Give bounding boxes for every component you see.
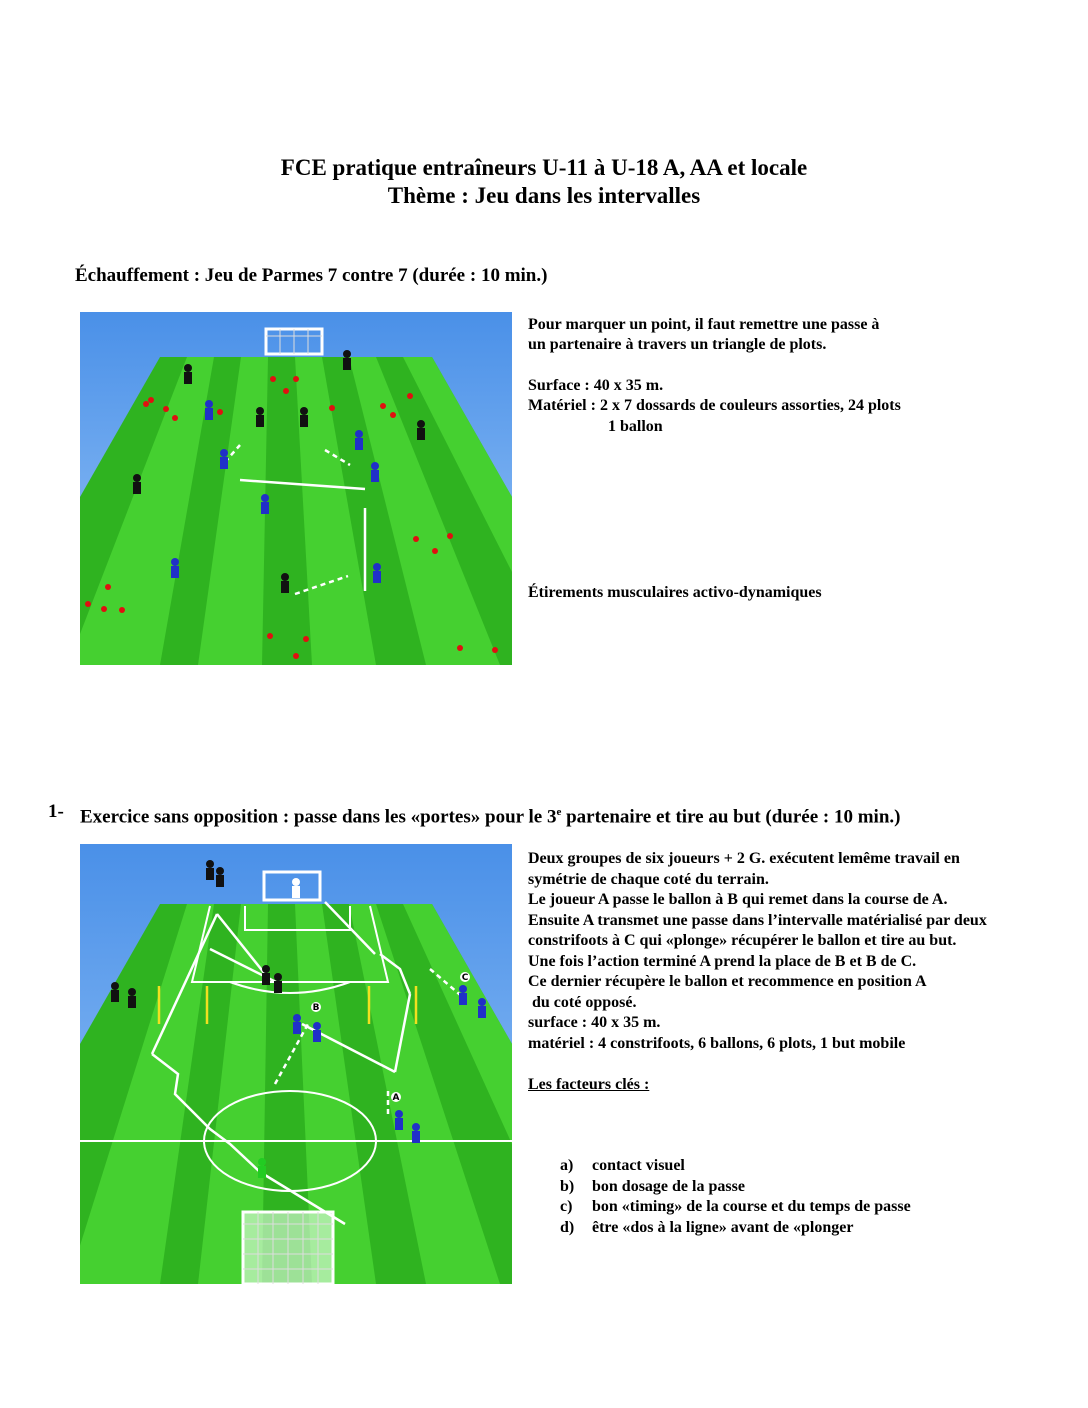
exercise1-line: Ce dernier récupère le ballon et recommence en position A bbox=[528, 973, 927, 990]
list-item: b) bon dosage de la passe bbox=[560, 1177, 745, 1195]
warmup-materiel: Matériel : 2 x 7 dossards de couleurs assorties, 24 plots bbox=[528, 397, 901, 414]
exercise1-line: constrifoots à C qui «plonge» récupérer le ballon et tire au but. bbox=[528, 932, 957, 949]
spacer bbox=[528, 1054, 987, 1075]
list-item: a) contact visuel bbox=[560, 1157, 685, 1174]
exercise1-line: du coté opposé. bbox=[528, 993, 637, 1011]
exercise1-heading-part1: Exercice sans opposition : passe dans les «portes» pour le 3 bbox=[80, 806, 557, 828]
marker-b: B bbox=[312, 1003, 320, 1013]
key-factors-list bbox=[560, 1156, 911, 1238]
warmup-heading: Échauffement : Jeu de Parmes 7 contre 7 (durée : 10 min.) bbox=[75, 265, 548, 286]
exercise1-line: surface : 40 x 35 m. bbox=[528, 1014, 661, 1031]
warmup-surface: Surface : 40 x 35 m. bbox=[528, 377, 664, 394]
exercise1-heading-sup: e bbox=[556, 806, 562, 818]
exercise1-heading-part2: partenaire et tire au but (durée : 10 min.) bbox=[561, 806, 901, 828]
warmup-field-illustration bbox=[80, 312, 512, 665]
list-item: c) bon «timing» de la course et du temps de passe bbox=[560, 1198, 911, 1215]
warmup-desc-line2: un partenaire à travers un triangle de plots. bbox=[528, 336, 827, 353]
exercise1-line: matériel : 4 constrifoots, 6 ballons, 6 plots, 1 but mobile bbox=[528, 1034, 906, 1052]
key-factors-heading bbox=[528, 1075, 987, 1096]
exercise1-line: Une fois l’action terminé A prend la place de B et B de C. bbox=[528, 952, 917, 970]
exercise1-heading bbox=[80, 801, 900, 828]
marker-a: A bbox=[392, 1093, 400, 1103]
exercise1-line: symétrie de chaque coté du terrain. bbox=[528, 870, 769, 888]
exercise1-number: 1- bbox=[48, 801, 64, 822]
exercise1-line: Deux groupes de six joueurs + 2 G. exécutent lemême travail en bbox=[528, 850, 960, 867]
exercise1-description bbox=[528, 849, 987, 1095]
warmup-desc-line1: Pour marquer un point, il faut remettre une passe à bbox=[528, 316, 880, 333]
page-title: FCE pratique entraîneurs U-11 à U-18 A, AA et locale bbox=[280, 155, 808, 180]
exercise1-line: Le joueur A passe le ballon à B qui remet dans la course de A. bbox=[528, 891, 948, 908]
exercise1-line: Ensuite A transmet une passe dans l’intervalle matérialisé par deux bbox=[528, 911, 987, 929]
key-factors-heading-text: Les facteurs clés : bbox=[528, 1075, 650, 1093]
warmup-stretch: Étirements musculaires activo-dynamiques bbox=[528, 584, 822, 601]
marker-c: C bbox=[461, 973, 469, 983]
page-subtitle: Thème : Jeu dans les intervalles bbox=[387, 183, 701, 208]
list-item: d) être «dos à la ligne» avant de «plonger bbox=[560, 1218, 854, 1236]
warmup-materiel-ball: 1 ballon bbox=[608, 418, 663, 435]
exercise1-field-illustration bbox=[80, 844, 512, 1284]
